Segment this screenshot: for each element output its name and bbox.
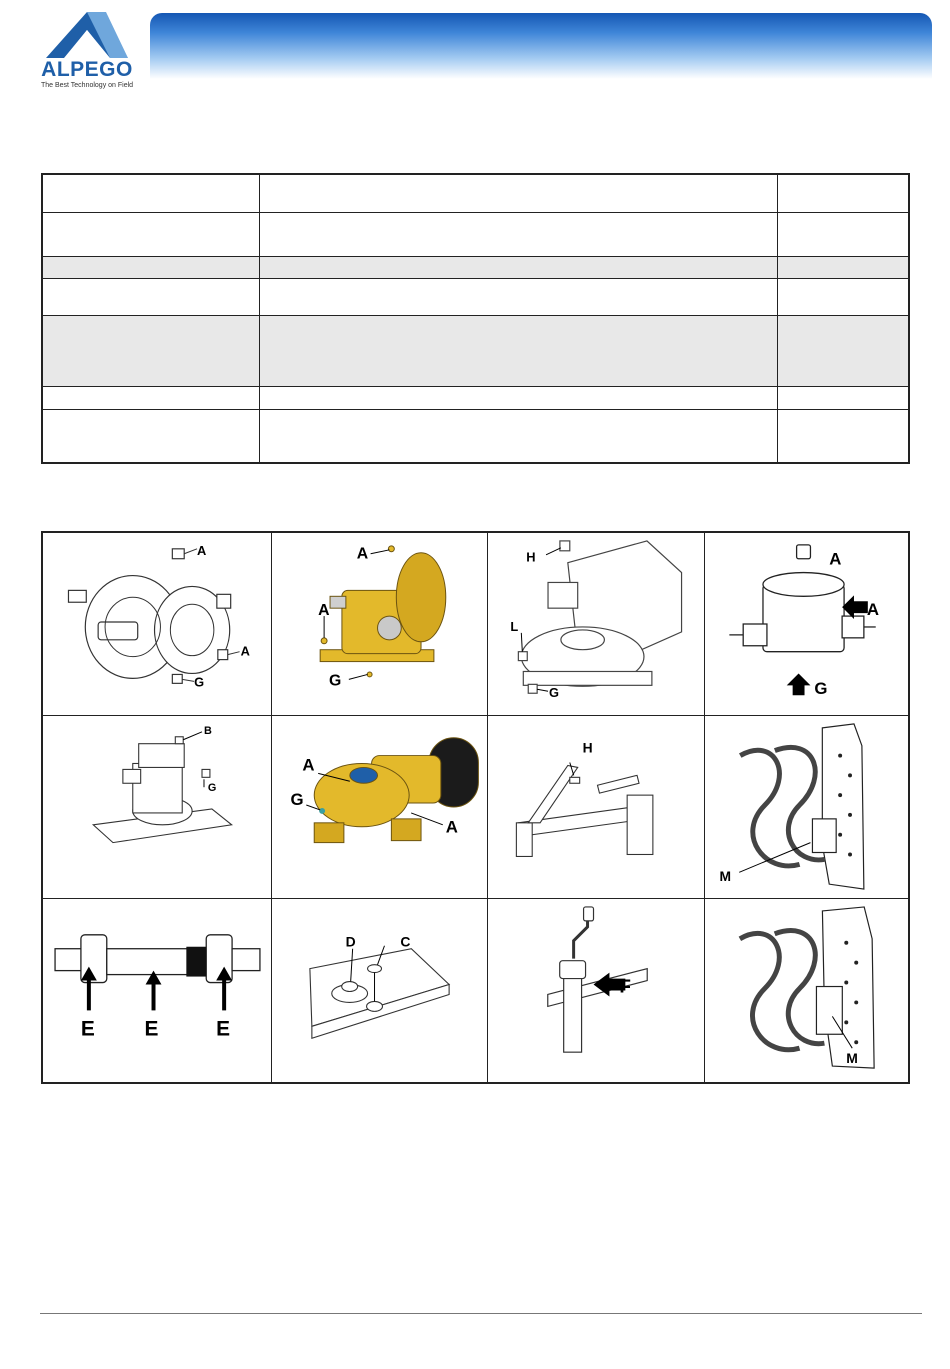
- gearbox-illustration: [705, 533, 908, 715]
- table-row: [42, 174, 909, 212]
- callout-label: A: [866, 600, 879, 620]
- figure-angle-gearbox: [705, 533, 908, 716]
- table-cell: [259, 174, 777, 212]
- logo-mark-icon: [46, 12, 128, 58]
- crank-illustration: [488, 899, 704, 1082]
- callout-label: A: [445, 817, 458, 837]
- figure-gearbox-round: [43, 533, 272, 716]
- table-row: [42, 386, 909, 409]
- lubrication-table: [41, 173, 910, 464]
- table-cell: [42, 409, 259, 463]
- table-cell: [259, 212, 777, 256]
- callout-label: A: [240, 643, 250, 659]
- callout-label: A: [302, 755, 315, 775]
- table-row: [42, 212, 909, 256]
- table-row: [42, 409, 909, 463]
- table-row: [42, 278, 909, 315]
- table-cell: [42, 256, 259, 278]
- gearbox-illustration: [272, 533, 487, 715]
- alpego-logo: [28, 12, 146, 94]
- figure-gearbox-yellow: [272, 533, 488, 716]
- table-cell: [259, 278, 777, 315]
- callout-label: C: [400, 933, 411, 950]
- callout-label: A: [197, 542, 207, 558]
- figure-three-point-hitch: [488, 716, 705, 899]
- callout-label: E: [80, 1017, 95, 1041]
- callout-label: G: [194, 674, 205, 690]
- callout-label: M: [846, 1050, 858, 1067]
- table-cell: [42, 174, 259, 212]
- table-cell: [777, 315, 909, 386]
- figure-height-crank: [488, 899, 705, 1082]
- callout-label: E: [144, 1017, 159, 1041]
- plate-illustration: [272, 899, 487, 1082]
- table-cell: [259, 409, 777, 463]
- table-cell: [259, 256, 777, 278]
- table-cell: [42, 386, 259, 409]
- figure-worm-gear-motor: [272, 716, 488, 899]
- callout-label: G: [814, 679, 828, 699]
- callout-label: D: [345, 933, 356, 950]
- callout-label: G: [207, 782, 217, 795]
- rotor-illustration: [705, 716, 908, 898]
- logo-wordmark: ALPEGO: [41, 58, 133, 81]
- callout-label: G: [329, 672, 342, 690]
- table-cell: [777, 386, 909, 409]
- figure-rotor-side-plate-lower: [705, 899, 908, 1082]
- table-cell: [777, 212, 909, 256]
- rotor-illustration: [705, 899, 908, 1082]
- callout-label: H: [526, 549, 536, 565]
- hitch-illustration: [488, 716, 704, 898]
- logo-tagline: The Best Technology on Field: [40, 82, 134, 89]
- table-cell: [777, 409, 909, 463]
- table-cell: [777, 256, 909, 278]
- footer-divider: [40, 1313, 922, 1314]
- table-cell: [42, 315, 259, 386]
- callout-label: L: [510, 618, 519, 634]
- figure-gearbox-baseplate: [43, 716, 272, 899]
- gearbox-illustration: [43, 716, 271, 898]
- table-cell: [777, 174, 909, 212]
- gearbox-illustration: [272, 716, 487, 898]
- table-cell: [777, 278, 909, 315]
- callout-label: A: [356, 545, 369, 563]
- callout-label: G: [549, 685, 560, 701]
- lubrication-points-figure-grid: [41, 531, 910, 1084]
- callout-label: B: [203, 724, 212, 737]
- callout-label: A: [318, 602, 330, 620]
- callout-label: F: [619, 976, 631, 998]
- table-cell: [42, 212, 259, 256]
- figure-rotor-side-plate: [705, 716, 908, 899]
- table-cell: [42, 278, 259, 315]
- callout-label: M: [719, 868, 731, 885]
- figure-pto-shaft: [43, 899, 272, 1082]
- header-banner: [150, 13, 932, 79]
- table-cell: [259, 315, 777, 386]
- callout-label: G: [290, 790, 304, 810]
- table-cell: [259, 386, 777, 409]
- fill-cap-icon: [350, 767, 378, 783]
- table-row: [42, 315, 909, 386]
- figure-gearbox-housing: [488, 533, 705, 716]
- table-row: [42, 256, 909, 278]
- callout-label: H: [582, 739, 593, 756]
- figure-plate-grease-nipple: [272, 899, 488, 1082]
- arrow-icon: [787, 673, 811, 695]
- callout-label: E: [216, 1017, 231, 1041]
- pto-shaft-illustration: [43, 899, 271, 1082]
- gearbox-illustration: [43, 533, 271, 715]
- callout-label: A: [829, 549, 842, 569]
- gearbox-illustration: [488, 533, 704, 715]
